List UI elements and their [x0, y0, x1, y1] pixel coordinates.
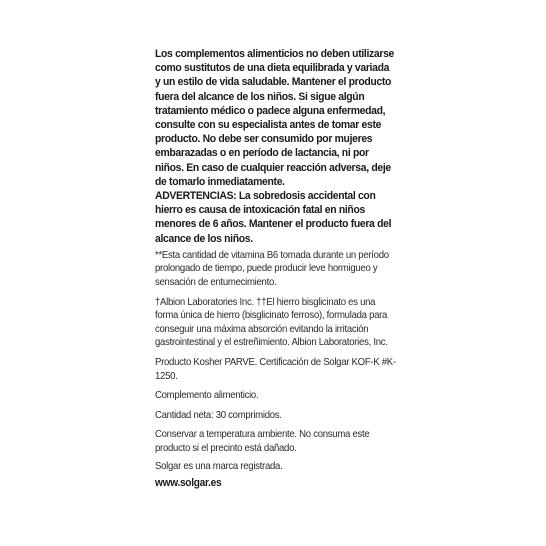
product-category: Complemento alimenticio. — [155, 390, 259, 402]
website-link[interactable]: www.solgar.es — [155, 477, 222, 490]
warnings-block — [155, 47, 395, 246]
footnotes-block — [155, 249, 396, 491]
net-quantity: Cantidad neta: 30 comprimidos. — [155, 409, 282, 421]
label-text-column — [155, 47, 395, 497]
footnote-albion: †Albion Laboratories Inc. ††El hierro bisglicinato es una forma única de hierro (bisglicinato ferroso), formulada para conseguir una máxima absorción evitando la irritación gastrointestinal y el estreñimiento. Albion Laboratories, Inc. — [155, 296, 388, 349]
warning-intro: Los complementos alimenticios no deben utilizarse como sustitutos de una dieta equilibrada y variada y un estilo de vida saludable. Mantener el producto fuera del alcance de los niños. Si sigue algún tratamiento médico o padece alguna enfermedad, consulte con su especialista antes de tomar este producto. No debe ser consumido por mujeres embarazadas o en período de lactancia, ni por niños. En caso de cualquier reacción adversa, deje de tomarlo inmediatamente. — [155, 48, 395, 188]
advertencias-warning: ADVERTENCIAS: La sobredosis accidental con hierro es causa de intoxicación fatal en niños menores de 6 años. Mantener el producto fuera del alcance de los niños. — [155, 190, 392, 245]
storage-instructions: Conservar a temperatura ambiente. No consuma este producto si el precinto está dañado. — [155, 429, 370, 454]
footnote-b6: **Esta cantidad de vitamina B6 tomada durante un período prolongado de tiempo, puede producir leve hormigueo y sensación de entumecimiento. — [155, 249, 389, 289]
kosher-certification: Producto Kosher PARVE. Certificación de Solgar KOF-K #K-1250. — [155, 357, 396, 382]
trademark-notice: Solgar es una marca registrada. — [155, 460, 283, 472]
